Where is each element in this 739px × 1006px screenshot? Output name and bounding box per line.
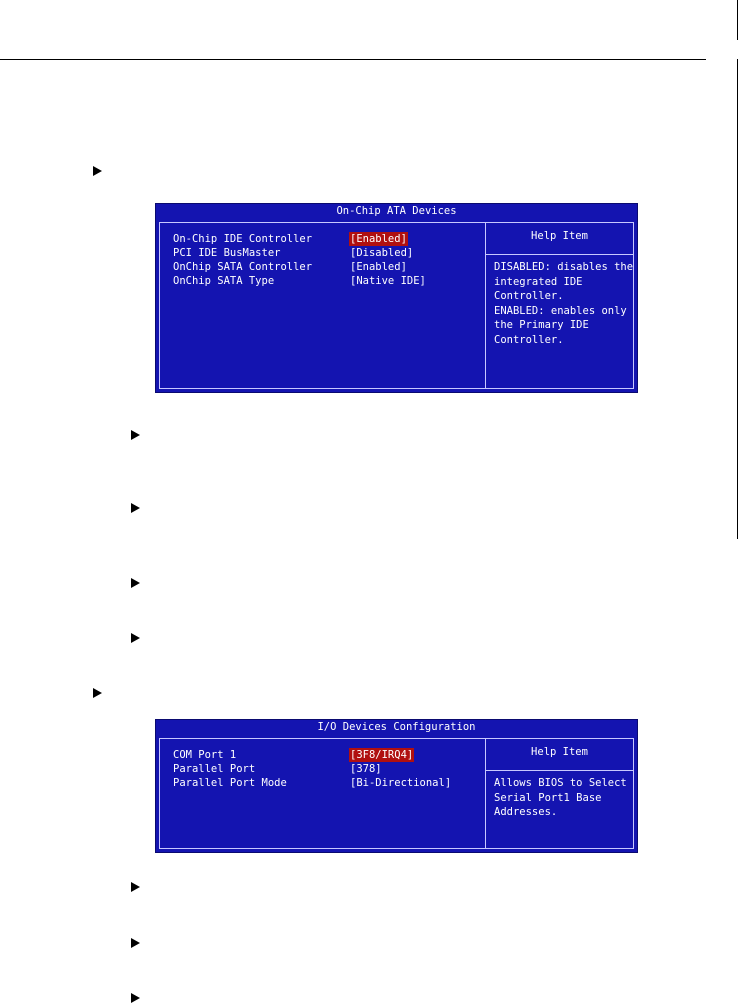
bullet-arrow-icon xyxy=(131,882,140,892)
setting-value[interactable]: [3F8/IRQ4] xyxy=(350,749,414,761)
setting-value[interactable]: [Native IDE] xyxy=(350,275,426,287)
bios-panel-title: I/O Devices Configuration xyxy=(317,721,476,733)
help-title: Help Item xyxy=(531,746,588,758)
bios-panel-onchip-ata xyxy=(155,203,638,393)
bullet-arrow-icon xyxy=(131,993,140,1003)
bullet-arrow-icon xyxy=(93,688,102,698)
help-title: Help Item xyxy=(531,230,588,242)
setting-label[interactable]: OnChip SATA Controller xyxy=(173,261,313,273)
bullet-arrow-icon xyxy=(131,633,140,643)
setting-label[interactable]: On-Chip IDE Controller xyxy=(173,233,313,245)
setting-value[interactable]: [Enabled] xyxy=(350,233,407,245)
help-separator xyxy=(486,254,633,255)
help-separator xyxy=(486,770,633,771)
bullet-arrow-icon xyxy=(131,938,140,948)
bullet-arrow-icon xyxy=(93,166,102,176)
setting-label[interactable]: PCI IDE BusMaster xyxy=(173,247,281,259)
setting-value[interactable]: [Disabled] xyxy=(350,247,414,259)
help-text: Allows BIOS to Select Serial Port1 Base Addresses. xyxy=(494,777,627,818)
setting-label[interactable]: OnChip SATA Type xyxy=(173,275,275,287)
setting-label[interactable]: Parallel Port Mode xyxy=(173,777,287,789)
bios-panel-title: On-Chip ATA Devices xyxy=(336,205,457,217)
side-rule xyxy=(737,59,738,539)
setting-value[interactable]: [Bi-Directional] xyxy=(350,777,452,789)
help-divider xyxy=(485,223,486,388)
help-text: DISABLED: disables the integrated IDE Controller. ENABLED: enables only the Primary IDE Controller. xyxy=(494,261,634,346)
bullet-arrow-icon xyxy=(131,503,140,513)
header-rule xyxy=(0,59,706,60)
side-rule xyxy=(737,0,738,40)
bios-panel-io-devices xyxy=(155,719,638,853)
setting-value[interactable]: [Enabled] xyxy=(350,261,407,273)
setting-label[interactable]: COM Port 1 xyxy=(173,749,237,761)
setting-label[interactable]: Parallel Port xyxy=(173,763,256,775)
bullet-arrow-icon xyxy=(131,430,140,440)
setting-value[interactable]: [378] xyxy=(350,763,382,775)
bullet-arrow-icon xyxy=(131,578,140,588)
